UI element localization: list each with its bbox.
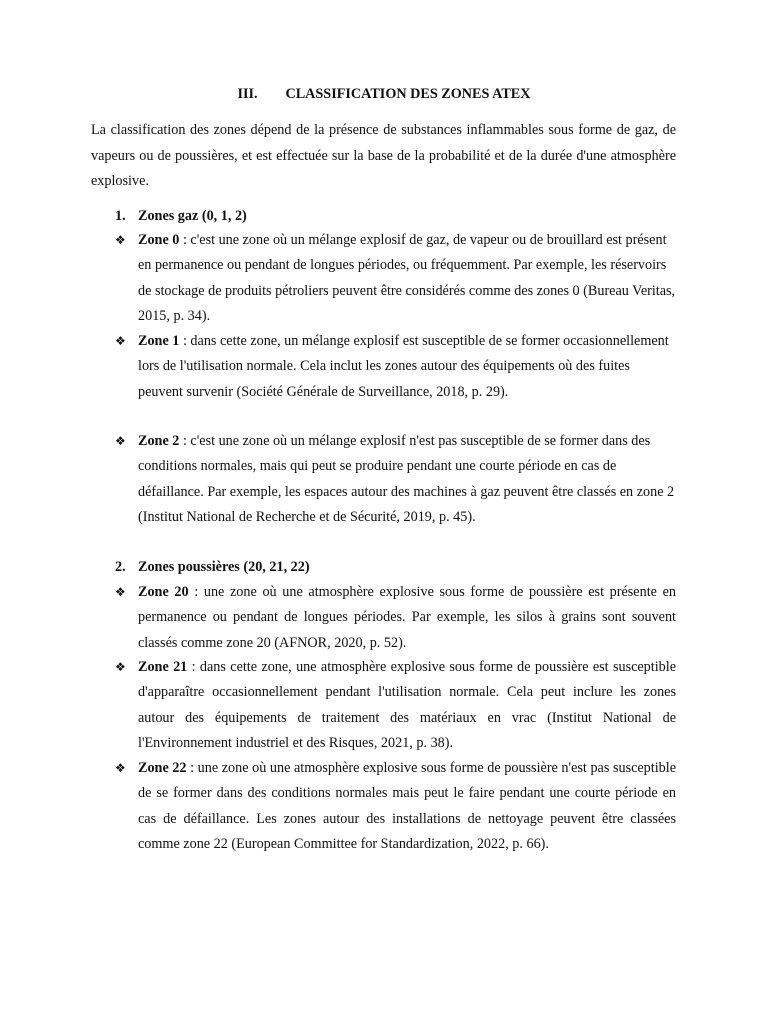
bullet-label: Zone 1 xyxy=(138,333,180,349)
bullet-description: : dans cette zone, une atmosphère explosive sous forme de poussière est susceptible d'apparaître occasionnellement pendant l'utilisation normale. Cela peut inclure les zones autour des équipements de traitement des matériaux en vrac (Institut National de l'Environnement industriel et des Risques, 2021, p. 38). xyxy=(138,659,676,751)
bullet-text xyxy=(138,329,676,405)
list-item-zone-2 xyxy=(115,429,676,530)
intro-paragraph: La classification des zones dépend de la présence de substances inflammables sous forme de gaz, de vapeurs ou de poussières, et est effectuée sur la base de la probabilité et de la durée d'une atmosphère explosive. xyxy=(91,122,676,189)
bullet-text xyxy=(138,580,676,656)
bullet-description: : une zone où une atmosphère explosive sous forme de poussière est présente en permanence ou pendant de longues périodes. Par exemple, les silos à grains sont souvent classés comme zone 20 (AFNOR, 2020, p. 52). xyxy=(138,584,676,651)
section-2-label: Zones poussières (20, 21, 22) xyxy=(138,559,310,575)
heading-number: III. xyxy=(237,86,258,102)
diamond-bullet-icon: ❖ xyxy=(115,233,126,247)
section-1-title xyxy=(115,206,247,226)
section-heading xyxy=(0,84,768,104)
diamond-bullet-icon: ❖ xyxy=(115,660,126,674)
bullet-description: : c'est une zone où un mélange explosif de gaz, de vapeur ou de brouillard est présent en permanence ou pendant de longues périodes, ou fréquemment. Par exemple, les réservoirs de stockage de produits pétroliers peuvent être considérés comme des zones 0 (Bureau Veritas, 2015, p. 34). xyxy=(138,232,676,324)
bullet-text xyxy=(138,228,676,329)
section-1-number: 1. xyxy=(115,208,126,224)
bullet-label: Zone 2 xyxy=(138,433,180,449)
bullet-label: Zone 0 xyxy=(138,232,180,248)
bullet-text xyxy=(138,429,676,530)
bullet-label: Zone 20 xyxy=(138,584,189,600)
list-item-zone-20 xyxy=(115,580,676,656)
list-item-zone-22 xyxy=(115,756,676,857)
diamond-bullet-icon: ❖ xyxy=(115,334,126,348)
list-item-zone-21 xyxy=(115,655,676,756)
bullet-description: : c'est une zone où un mélange explosif n'est pas susceptible de se former dans des conditions normales, mais qui peut se produire pendant une courte période en cas de défaillance. Par exemple, les espaces autour des machines à gaz peuvent être classés en zone 2 (Institut National de Recherche et de Sécurité, 2019, p. 45). xyxy=(138,433,675,525)
diamond-bullet-icon: ❖ xyxy=(115,585,126,599)
section-1-label: Zones gaz (0, 1, 2) xyxy=(138,208,247,224)
section-2-number: 2. xyxy=(115,559,126,575)
bullet-description: : dans cette zone, un mélange explosif est susceptible de se former occasionnellement lors de l'utilisation normale. Cela inclut les zones autour des équipements où des fuites peuvent survenir (Société Générale de Surveillance, 2018, p. 29). xyxy=(138,333,669,400)
bullet-label: Zone 22 xyxy=(138,760,187,776)
list-item-zone-1 xyxy=(115,329,676,405)
bullet-text xyxy=(138,655,676,756)
heading-title: CLASSIFICATION DES ZONES ATEX xyxy=(285,86,531,102)
section-2-title xyxy=(115,557,310,577)
bullet-description: : une zone où une atmosphère explosive sous forme de poussière n'est pas susceptible de se former dans des conditions normales mais peut le faire pendant une courte période en cas de défaillance. Les zones autour des installations de nettoyage peuvent être classées comme zone 22 (European Committee for Standardization, 2022, p. 66). xyxy=(138,760,676,852)
bullet-label: Zone 21 xyxy=(138,659,188,675)
list-item-zone-0 xyxy=(115,228,676,329)
bullet-text xyxy=(138,756,676,857)
diamond-bullet-icon: ❖ xyxy=(115,434,126,448)
diamond-bullet-icon: ❖ xyxy=(115,761,126,775)
